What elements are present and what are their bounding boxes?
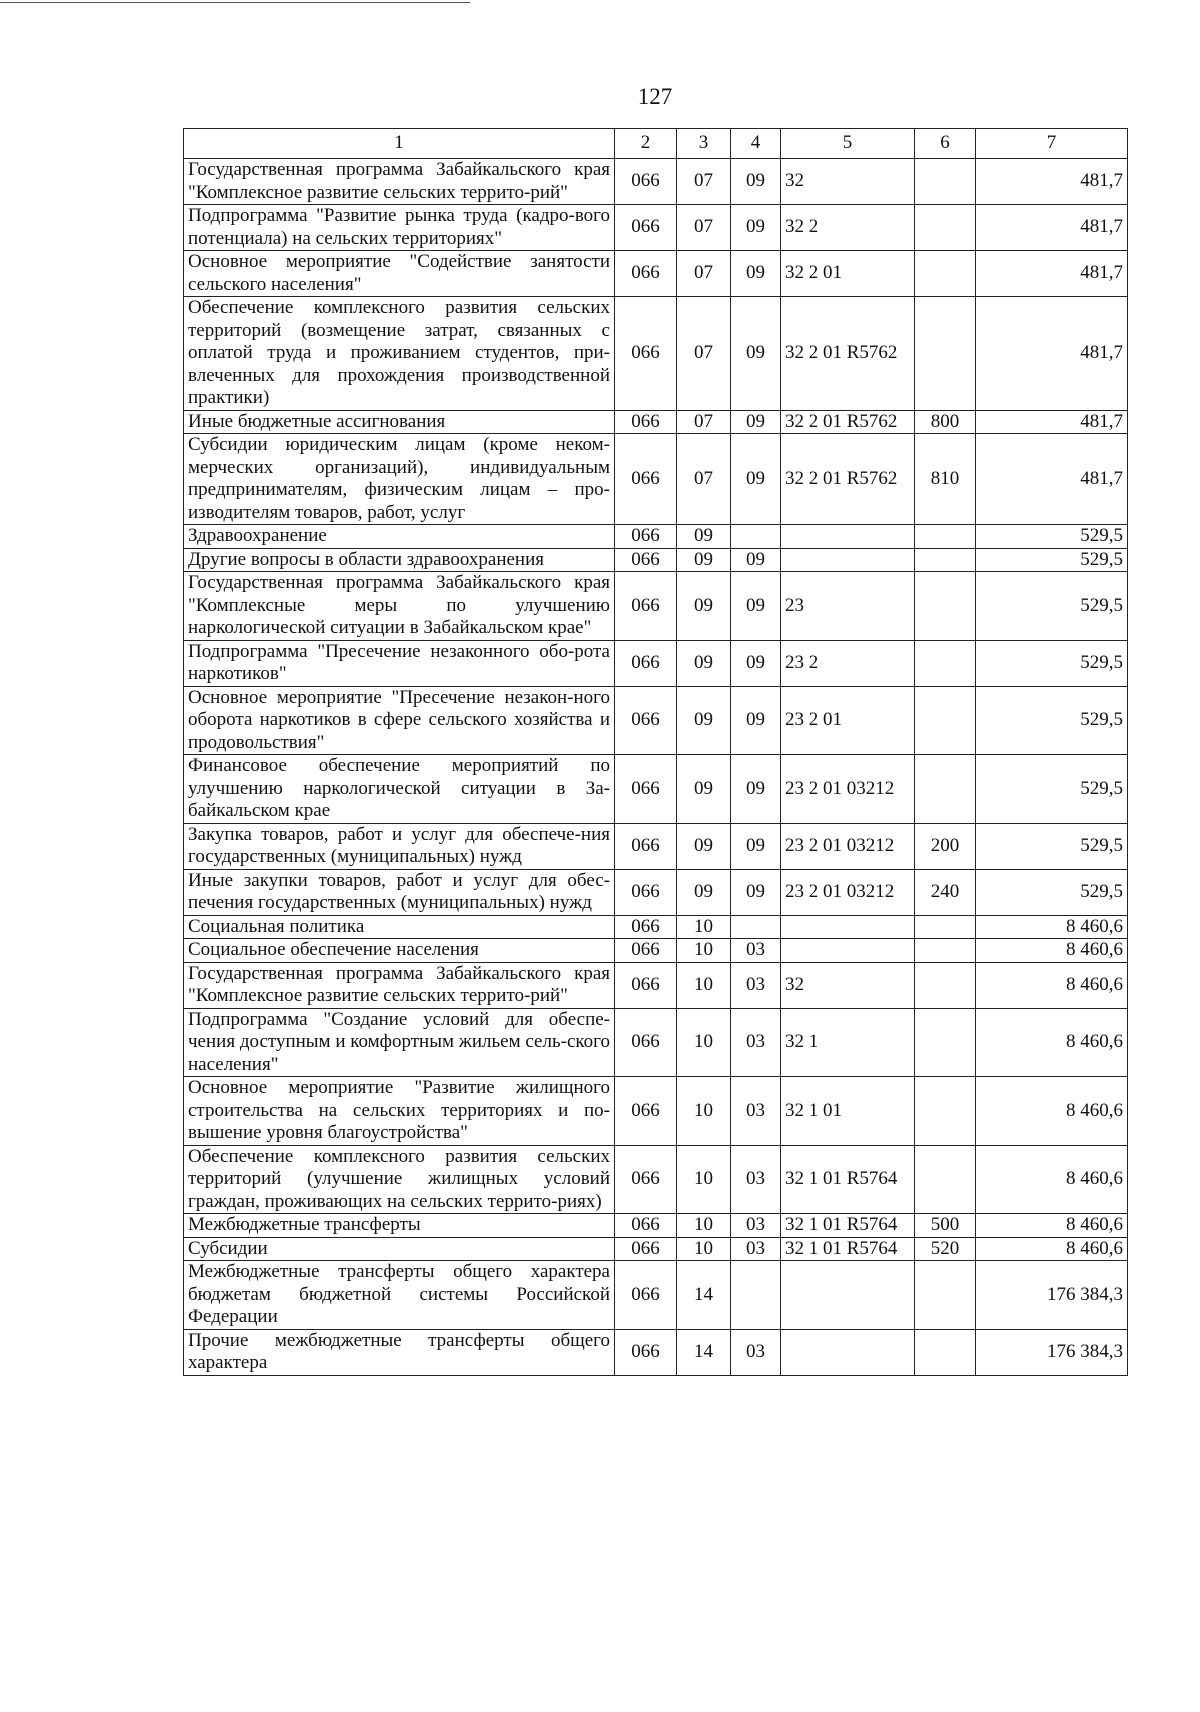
row-name-cell: Субсидии юридическим лицам (кроме неком-мерческих организаций), индивидуальным предпринимателям, физическим лицам – про-изводителям товаров, работ, услуг xyxy=(184,434,615,525)
row-col2-cell: 066 xyxy=(615,869,677,915)
row-name-cell: Подпрограмма "Пресечение незаконного обо-рота наркотиков" xyxy=(184,640,615,686)
header-col-1: 1 xyxy=(184,129,615,159)
row-col4-cell: 09 xyxy=(731,548,781,572)
row-col2-cell: 066 xyxy=(615,410,677,434)
header-col-5: 5 xyxy=(781,129,915,159)
table-row xyxy=(184,1329,1128,1375)
row-col6-cell xyxy=(915,1145,976,1214)
row-col2-cell: 066 xyxy=(615,1329,677,1375)
row-col6-cell xyxy=(915,205,976,251)
row-col6-cell xyxy=(915,962,976,1008)
row-col3-cell: 09 xyxy=(677,572,731,641)
table-row xyxy=(184,686,1128,755)
row-col4-cell: 09 xyxy=(731,686,781,755)
row-col3-cell: 09 xyxy=(677,755,731,824)
budget-table xyxy=(183,128,1128,1376)
table-row xyxy=(184,962,1128,1008)
row-col6-cell: 200 xyxy=(915,823,976,869)
row-col5-cell xyxy=(781,1329,915,1375)
row-col3-cell: 10 xyxy=(677,1145,731,1214)
row-col4-cell: 03 xyxy=(731,1214,781,1238)
row-col3-cell: 10 xyxy=(677,939,731,963)
row-amount-cell: 8 460,6 xyxy=(976,962,1128,1008)
row-col5-cell xyxy=(781,915,915,939)
table-row xyxy=(184,1008,1128,1077)
row-col2-cell: 066 xyxy=(615,1008,677,1077)
row-col6-cell xyxy=(915,686,976,755)
row-col4-cell xyxy=(731,1261,781,1330)
row-col5-cell xyxy=(781,525,915,549)
row-name-cell: Обеспечение комплексного развития сельских территорий (возмещение затрат, связанных с оплатой труда и проживанием студентов, при-влеченных для прохождения производственной практики) xyxy=(184,297,615,411)
row-col3-cell: 10 xyxy=(677,1214,731,1238)
row-col2-cell: 066 xyxy=(615,686,677,755)
row-col2-cell: 066 xyxy=(615,525,677,549)
row-col4-cell: 03 xyxy=(731,1077,781,1146)
row-col4-cell: 09 xyxy=(731,251,781,297)
row-col4-cell: 09 xyxy=(731,297,781,411)
row-col5-cell: 32 2 01 R5762 xyxy=(781,410,915,434)
table-row xyxy=(184,410,1128,434)
table-row xyxy=(184,251,1128,297)
scan-artifact-line xyxy=(0,2,470,3)
row-amount-cell: 8 460,6 xyxy=(976,1214,1128,1238)
row-col6-cell xyxy=(915,548,976,572)
header-col-2: 2 xyxy=(615,129,677,159)
table-row xyxy=(184,823,1128,869)
row-col5-cell: 32 1 xyxy=(781,1008,915,1077)
row-col2-cell: 066 xyxy=(615,434,677,525)
row-name-cell: Подпрограмма "Создание условий для обеспе-чения доступным и комфортным жильем сель-ского населения" xyxy=(184,1008,615,1077)
row-name-cell: Государственная программа Забайкальского края "Комплексное развитие сельских террито-рий" xyxy=(184,962,615,1008)
row-col3-cell: 09 xyxy=(677,869,731,915)
row-amount-cell: 8 460,6 xyxy=(976,1077,1128,1146)
row-amount-cell: 8 460,6 xyxy=(976,915,1128,939)
row-amount-cell: 481,7 xyxy=(976,159,1128,205)
row-col6-cell xyxy=(915,297,976,411)
row-col2-cell: 066 xyxy=(615,939,677,963)
row-amount-cell: 529,5 xyxy=(976,572,1128,641)
row-col3-cell: 09 xyxy=(677,823,731,869)
row-name-cell: Обеспечение комплексного развития сельских территорий (улучшение жилищных условий граждан, проживающих на сельских террито-риях) xyxy=(184,1145,615,1214)
row-col4-cell: 09 xyxy=(731,869,781,915)
row-col6-cell xyxy=(915,939,976,963)
row-amount-cell: 529,5 xyxy=(976,823,1128,869)
row-col5-cell: 32 2 01 R5762 xyxy=(781,434,915,525)
table-row xyxy=(184,297,1128,411)
row-col5-cell xyxy=(781,1261,915,1330)
row-amount-cell: 8 460,6 xyxy=(976,939,1128,963)
row-col2-cell: 066 xyxy=(615,755,677,824)
row-amount-cell: 176 384,3 xyxy=(976,1261,1128,1330)
row-col3-cell: 14 xyxy=(677,1329,731,1375)
table-row xyxy=(184,548,1128,572)
table-row xyxy=(184,1261,1128,1330)
row-col6-cell xyxy=(915,915,976,939)
row-col2-cell: 066 xyxy=(615,297,677,411)
row-col5-cell: 23 2 01 xyxy=(781,686,915,755)
row-amount-cell: 481,7 xyxy=(976,410,1128,434)
table-row xyxy=(184,1214,1128,1238)
row-col3-cell: 07 xyxy=(677,251,731,297)
table-header xyxy=(184,129,1128,159)
row-amount-cell: 8 460,6 xyxy=(976,1237,1128,1261)
row-col2-cell: 066 xyxy=(615,572,677,641)
row-col6-cell xyxy=(915,525,976,549)
row-col2-cell: 066 xyxy=(615,1145,677,1214)
row-col2-cell: 066 xyxy=(615,1237,677,1261)
row-col6-cell: 810 xyxy=(915,434,976,525)
row-col6-cell xyxy=(915,251,976,297)
row-col5-cell: 23 2 01 03212 xyxy=(781,823,915,869)
row-amount-cell: 481,7 xyxy=(976,205,1128,251)
row-col5-cell: 32 xyxy=(781,962,915,1008)
row-col6-cell: 500 xyxy=(915,1214,976,1238)
row-amount-cell: 481,7 xyxy=(976,297,1128,411)
row-col6-cell xyxy=(915,572,976,641)
row-amount-cell: 8 460,6 xyxy=(976,1145,1128,1214)
table-row xyxy=(184,572,1128,641)
row-col2-cell: 066 xyxy=(615,640,677,686)
row-col4-cell: 09 xyxy=(731,640,781,686)
row-name-cell: Финансовое обеспечение мероприятий по улучшению наркологической ситуации в За-байкальском крае xyxy=(184,755,615,824)
row-col4-cell: 03 xyxy=(731,939,781,963)
row-col2-cell: 066 xyxy=(615,915,677,939)
table-row xyxy=(184,159,1128,205)
row-col6-cell xyxy=(915,1329,976,1375)
table-row xyxy=(184,1077,1128,1146)
row-col4-cell: 09 xyxy=(731,159,781,205)
row-col3-cell: 10 xyxy=(677,915,731,939)
row-col3-cell: 07 xyxy=(677,434,731,525)
row-col6-cell xyxy=(915,159,976,205)
row-col6-cell xyxy=(915,1261,976,1330)
header-row xyxy=(184,129,1128,159)
row-col5-cell: 23 xyxy=(781,572,915,641)
row-col4-cell: 03 xyxy=(731,1329,781,1375)
row-name-cell: Иные закупки товаров, работ и услуг для обес-печения государственных (муниципальных) нужд xyxy=(184,869,615,915)
table-row xyxy=(184,915,1128,939)
header-col-6: 6 xyxy=(915,129,976,159)
row-col4-cell: 09 xyxy=(731,434,781,525)
row-amount-cell: 481,7 xyxy=(976,251,1128,297)
row-col5-cell: 32 2 01 xyxy=(781,251,915,297)
row-amount-cell: 529,5 xyxy=(976,640,1128,686)
row-name-cell: Социальное обеспечение населения xyxy=(184,939,615,963)
row-name-cell: Социальная политика xyxy=(184,915,615,939)
row-col3-cell: 09 xyxy=(677,686,731,755)
row-col5-cell: 32 1 01 R5764 xyxy=(781,1237,915,1261)
row-amount-cell: 481,7 xyxy=(976,434,1128,525)
row-amount-cell: 529,5 xyxy=(976,525,1128,549)
row-col4-cell: 09 xyxy=(731,410,781,434)
row-col4-cell: 09 xyxy=(731,572,781,641)
row-col5-cell: 23 2 01 03212 xyxy=(781,755,915,824)
row-col5-cell: 32 1 01 R5764 xyxy=(781,1214,915,1238)
row-name-cell: Межбюджетные трансферты xyxy=(184,1214,615,1238)
row-col4-cell: 03 xyxy=(731,1237,781,1261)
table-row xyxy=(184,1145,1128,1214)
row-col5-cell xyxy=(781,939,915,963)
row-col2-cell: 066 xyxy=(615,1261,677,1330)
row-col3-cell: 07 xyxy=(677,205,731,251)
row-col6-cell: 800 xyxy=(915,410,976,434)
row-amount-cell: 8 460,6 xyxy=(976,1008,1128,1077)
row-col3-cell: 07 xyxy=(677,159,731,205)
row-name-cell: Здравоохранение xyxy=(184,525,615,549)
row-name-cell: Государственная программа Забайкальского края "Комплексные меры по улучшению наркологической ситуации в Забайкальском крае" xyxy=(184,572,615,641)
row-col4-cell: 09 xyxy=(731,205,781,251)
row-col5-cell: 32 2 xyxy=(781,205,915,251)
row-col3-cell: 10 xyxy=(677,1077,731,1146)
row-col2-cell: 066 xyxy=(615,251,677,297)
row-col5-cell: 23 2 01 03212 xyxy=(781,869,915,915)
row-col3-cell: 07 xyxy=(677,410,731,434)
table-row xyxy=(184,1237,1128,1261)
row-col2-cell: 066 xyxy=(615,823,677,869)
row-col4-cell: 03 xyxy=(731,1008,781,1077)
row-col5-cell: 32 1 01 xyxy=(781,1077,915,1146)
row-col2-cell: 066 xyxy=(615,548,677,572)
row-col2-cell: 066 xyxy=(615,1214,677,1238)
row-col3-cell: 09 xyxy=(677,640,731,686)
table-row xyxy=(184,939,1128,963)
row-col5-cell: 32 xyxy=(781,159,915,205)
row-name-cell: Субсидии xyxy=(184,1237,615,1261)
table-row xyxy=(184,869,1128,915)
row-col3-cell: 10 xyxy=(677,1237,731,1261)
row-name-cell: Прочие межбюджетные трансферты общего характера xyxy=(184,1329,615,1375)
row-col4-cell: 03 xyxy=(731,1145,781,1214)
row-col3-cell: 09 xyxy=(677,548,731,572)
header-col-7: 7 xyxy=(976,129,1128,159)
table-body xyxy=(184,159,1128,1376)
row-name-cell: Основное мероприятие "Развитие жилищного строительства на сельских территориях и по-вышение уровня благоустройства" xyxy=(184,1077,615,1146)
header-col-4: 4 xyxy=(731,129,781,159)
row-col5-cell: 32 1 01 R5764 xyxy=(781,1145,915,1214)
row-col6-cell xyxy=(915,1008,976,1077)
row-col4-cell: 03 xyxy=(731,962,781,1008)
row-amount-cell: 529,5 xyxy=(976,686,1128,755)
row-col3-cell: 10 xyxy=(677,962,731,1008)
row-col6-cell xyxy=(915,1077,976,1146)
row-col2-cell: 066 xyxy=(615,205,677,251)
row-col4-cell xyxy=(731,915,781,939)
row-col4-cell: 09 xyxy=(731,823,781,869)
row-col6-cell: 520 xyxy=(915,1237,976,1261)
row-col3-cell: 14 xyxy=(677,1261,731,1330)
row-amount-cell: 529,5 xyxy=(976,755,1128,824)
row-name-cell: Другие вопросы в области здравоохранения xyxy=(184,548,615,572)
page-number: 127 xyxy=(637,84,673,109)
row-amount-cell: 176 384,3 xyxy=(976,1329,1128,1375)
row-name-cell: Закупка товаров, работ и услуг для обеспече-ния государственных (муниципальных) нужд xyxy=(184,823,615,869)
table-row xyxy=(184,434,1128,525)
row-name-cell: Основное мероприятие "Пресечение незакон-ного оборота наркотиков в сфере сельского хозяйства и продовольствия" xyxy=(184,686,615,755)
table-row xyxy=(184,640,1128,686)
row-col4-cell xyxy=(731,525,781,549)
row-name-cell: Иные бюджетные ассигнования xyxy=(184,410,615,434)
row-col3-cell: 07 xyxy=(677,297,731,411)
table-row xyxy=(184,525,1128,549)
row-name-cell: Подпрограмма "Развитие рынка труда (кадро-вого потенциала) на сельских территориях" xyxy=(184,205,615,251)
row-col6-cell: 240 xyxy=(915,869,976,915)
row-col5-cell xyxy=(781,548,915,572)
row-amount-cell: 529,5 xyxy=(976,869,1128,915)
table-row xyxy=(184,755,1128,824)
row-col2-cell: 066 xyxy=(615,1077,677,1146)
header-col-3: 3 xyxy=(677,129,731,159)
row-col5-cell: 32 2 01 R5762 xyxy=(781,297,915,411)
row-col6-cell xyxy=(915,755,976,824)
row-col6-cell xyxy=(915,640,976,686)
row-col2-cell: 066 xyxy=(615,159,677,205)
row-col2-cell: 066 xyxy=(615,962,677,1008)
row-amount-cell: 529,5 xyxy=(976,548,1128,572)
row-name-cell: Государственная программа Забайкальского края "Комплексное развитие сельских террито-рий" xyxy=(184,159,615,205)
row-col5-cell: 23 2 xyxy=(781,640,915,686)
row-col4-cell: 09 xyxy=(731,755,781,824)
row-col3-cell: 09 xyxy=(677,525,731,549)
row-name-cell: Основное мероприятие "Содействие занятости сельского населения" xyxy=(184,251,615,297)
table-row xyxy=(184,205,1128,251)
row-col3-cell: 10 xyxy=(677,1008,731,1077)
row-name-cell: Межбюджетные трансферты общего характера бюджетам бюджетной системы Российской Федерации xyxy=(184,1261,615,1330)
